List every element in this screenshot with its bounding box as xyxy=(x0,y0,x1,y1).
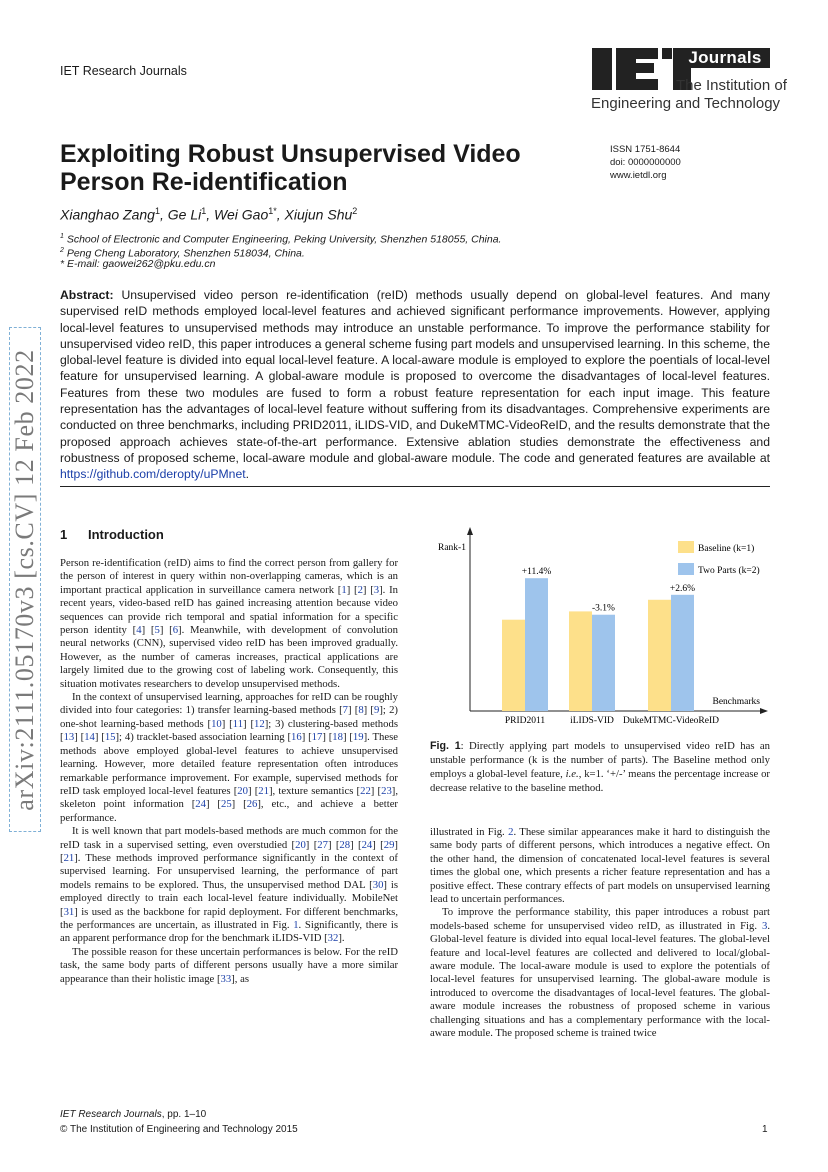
citation-link[interactable]: 27 xyxy=(317,838,328,851)
paragraph: In the context of unsupervised learning, approaches for reID can be roughly divided into four categories: 1) transfer learning-based methods [7] [8] [9]; 2) one-shot learning-based methods [10] [11] [12]; 3) clustering-based methods [13] [14] [15]; 4) tracklet-based association learning [16] [17] [18] [19]. These methods above employed global-level features to achieve unsupervised learning. However, more detailed feature representation often introduces remarkable performance improvement. For example, supervised methods for reID task employed local-level features [20] [21], texture semantics [22] [23], skeleton point information [24] [25] [26], etc., and achieve a better performance. xyxy=(60,691,399,824)
data-label: +2.6% xyxy=(669,583,696,594)
citation-link[interactable]: 2 xyxy=(508,826,514,838)
logo-journals-label: Journals xyxy=(680,48,770,68)
citation-link[interactable]: 18 xyxy=(332,731,343,744)
citation-link[interactable]: 28 xyxy=(339,838,351,851)
citation-link[interactable]: 10 xyxy=(211,717,222,730)
abstract-label: Abstract: xyxy=(60,288,114,302)
figure-label: Fig. 1 xyxy=(430,740,461,752)
paragraph: The possible reason for these uncertain performances is below. For the reID task, the same body parts of different persons usually have a more similar appearance than their holistic image [33], as xyxy=(60,945,398,985)
x-tick-label: iLIDS-VID xyxy=(570,716,614,726)
issn: ISSN 1751-8644 xyxy=(610,144,681,155)
citation-link[interactable]: 25 xyxy=(220,798,232,811)
section-number: 1 xyxy=(60,527,68,542)
citation-link[interactable]: 24 xyxy=(195,798,206,811)
figure-1-chart xyxy=(430,525,770,730)
citation-link[interactable]: 2 xyxy=(357,583,363,596)
citation-link[interactable]: 8 xyxy=(358,704,364,717)
citation-link[interactable]: 9 xyxy=(374,704,380,717)
y-axis-label: Rank-1 xyxy=(438,543,466,553)
citation-link[interactable]: 20 xyxy=(237,784,248,797)
citation-link[interactable]: 5 xyxy=(154,624,160,637)
logo-institution-line2: Engineering and Technology xyxy=(591,95,781,112)
paragraph: Person re-identification (reID) aims to find the correct person from gallery for the person of interest in query within non-overlapping cameras, which is an important practical application in surveillance camera network [1] [2] [3]. In recent years, video-based reID has gained increasing attention because video sequences can provide rich temporal and spatial information for a specific person identity [4] [5] [6]. Meanwhile, with development of convolution neural networks (CNN), supervised video reID has been improved gradually. However, as the number of cameras increases, practical applications are largely limited due to the growing cost of labeling work. Consequently, this situation motivates researchers to develop unsupervised methods. xyxy=(60,557,398,690)
citation-link[interactable]: 29 xyxy=(383,838,395,851)
journal-name: IET Research Journals xyxy=(60,64,187,78)
citation-link[interactable]: 17 xyxy=(311,731,323,744)
x-tick-label: PRID2011 xyxy=(504,716,546,726)
bar-two-parts xyxy=(671,595,694,711)
data-label: +11.4% xyxy=(521,567,552,578)
citation-link[interactable]: 22 xyxy=(360,784,371,797)
citation-link[interactable]: 16 xyxy=(291,731,302,744)
legend-swatch xyxy=(678,563,694,575)
section-title: Introduction xyxy=(88,527,164,542)
citation-link[interactable]: 19 xyxy=(352,731,364,744)
citation-link[interactable]: 11 xyxy=(232,717,244,730)
citation-link[interactable]: 1 xyxy=(341,583,347,596)
footer-journal: IET Research Journals, pp. 1–10 xyxy=(60,1109,207,1120)
abstract: Abstract: Unsupervised video person re-identification (reID) methods usually depend on global-level features. And many supervised reID methods employed local-level features and achieved significant performance improvements. However, applying local-level features to unsupervised methods may introduce an unstable performance. To improve the performance stability for unsupervised video reID, this paper introduces a general scheme fusing part models and unsupervised learning. In this scheme, the global-level feature is divided into equal local-level feature. A local-aware module is employed to explore the poentials of local-level feature for unsupervised learning. A global-aware module is proposed to overcome the disadvantages of local-level features. Features from these two modules are fused to form a robust feature representation for each input image. This feature representation has the advantages of local-level feature without suffering from its disadvantages. Comprehensive experiments are conducted on three benchmarks, including PRID2011, iLIDS-VID, and DukeMTMC-VideoReID, and the results demonstrate that the proposed approach achieves state-of-the-art performance. Extensive ablation studies demonstrate the effectiveness and robustness of proposed scheme, local-aware module and global-aware module. The code and generated features are available at https://github.com/deropty/uPMnet. xyxy=(60,288,771,482)
citation-link[interactable]: 6 xyxy=(172,624,179,637)
legend-swatch xyxy=(678,541,694,553)
paper-meta xyxy=(610,143,681,182)
logo-institution-line1: The Institution of xyxy=(676,77,787,94)
author-name: Wei Gao xyxy=(214,206,269,223)
affiliation-1: $^1$ School of Electronic and Computer Engineering, Peking University, Shenzhen 518055, China. xyxy=(60,233,502,246)
footer-copyright: © The Institution of Engineering and Technology 2015 xyxy=(60,1124,298,1135)
y-axis-arrow xyxy=(467,527,473,535)
corresponding-email: * E-mail: gaowei262@pku.edu.cn xyxy=(60,258,216,270)
title-line-1: Exploiting Robust Unsupervised Video xyxy=(60,140,521,168)
bar-baseline xyxy=(502,620,525,711)
citation-link[interactable]: 13 xyxy=(63,731,75,744)
bar-two-parts xyxy=(592,615,615,711)
citation-link[interactable]: 1 xyxy=(293,918,299,931)
bar-two-parts xyxy=(525,578,548,711)
legend-label: Two Parts (k=2) xyxy=(698,566,760,576)
paragraph: illustrated in Fig. 2. These similar appearances make it hard to distinguish the same body parts of different persons, which introduces a negative effect. On the other hand, the dimension of concatenated local-level features is several times the global one, which presents a richer feature representation and has a positive effect. These contrary effects of part models on unsupervised learning lead to uncertain performances. xyxy=(430,826,771,906)
author-name: Ge Li xyxy=(167,206,202,223)
figure-caption xyxy=(430,739,770,795)
bar-baseline xyxy=(569,611,592,711)
title-line-2: Person Re-identification xyxy=(60,168,348,196)
x-tick-label: DukeMTMC-VideoReID xyxy=(623,716,719,726)
section-heading xyxy=(60,527,164,542)
doi: doi: 0000000000 xyxy=(610,157,681,168)
citation-link[interactable]: 7 xyxy=(342,704,348,717)
citation-link[interactable]: 3 xyxy=(373,583,380,596)
data-label: -3.1% xyxy=(592,603,615,614)
citation-link[interactable]: 30 xyxy=(372,878,384,891)
citation-link[interactable]: 12 xyxy=(254,717,265,730)
legend-label: Baseline (k=1) xyxy=(698,544,755,554)
left-column xyxy=(60,557,398,986)
citation-link[interactable]: 15 xyxy=(104,731,116,744)
citation-link[interactable]: 24 xyxy=(361,838,373,851)
author-list: Xianghao Zang$^1$, Ge Li$^1$, Wei Gao$^{1*}$, Xiujun Shu$^2$ xyxy=(60,206,358,223)
right-column xyxy=(430,826,770,1041)
citation-link[interactable]: 20 xyxy=(295,838,306,851)
citation-link[interactable]: 32 xyxy=(327,932,339,945)
author-name: Xianghao Zang xyxy=(60,206,155,223)
paragraph: To improve the performance stability, this paper introduces a robust part models-based scheme for unsupervised video reID, as illustrated in Fig. 3. Global-level feature is divided into equal local-level features. The global-level feature and local-level features are collected and delivered to local/global-aware module. The local-aware module is used to explore the potentials of local-level features for unsupervised learning. The global-aware module is introduced to overcome the disadvantages of local-level features. The global-aware module increases the robustness of proposed scheme in various challenging situations and has a complementary performance with the local-aware module. The proposed scheme is trained twice xyxy=(430,906,770,1040)
paper-title xyxy=(60,140,580,196)
author-name: Xiujun Shu xyxy=(284,206,353,223)
code-link[interactable]: https://github.com/deropty/uPMnet xyxy=(60,467,246,482)
affiliation-2: $^2$ Peng Cheng Laboratory, Shenzhen 518034, China. xyxy=(60,247,305,260)
arxiv-stamp: arXiv:2111.05170v3 [cs.CV] 12 Feb 2022 xyxy=(10,349,39,811)
abstract-divider xyxy=(60,486,770,487)
paragraph: It is well known that part models-based methods are much common for the reID task in a supervised setting, even overstudied [20] [27] [28] [24] [29] [21]. These methods improved performance significantly in the context of supervised learning. For unsupervised learning, the performance of part models remains to be explored. Thus, the unsupervised method DAL [30] is employed directly to train each local-level feature individually. MobileNet [31] is used as the backbone for rapid deployment. For different benchmarks, the performances are uncertain, as illustrated in Fig. 1. Significantly, there is an apparent performance drop for the benchmark iLIDS-VID [32]. xyxy=(60,825,398,945)
x-axis-arrow xyxy=(760,708,768,714)
citation-link[interactable]: 4 xyxy=(136,624,142,637)
citation-link[interactable]: 31 xyxy=(63,905,75,918)
citation-link[interactable]: 26 xyxy=(246,798,258,811)
page-number: 1 xyxy=(762,1124,768,1135)
citation-link[interactable]: 23 xyxy=(381,784,392,797)
citation-link[interactable]: 3 xyxy=(761,919,768,932)
x-axis-label: Benchmarks xyxy=(712,697,760,707)
citation-link[interactable]: 33 xyxy=(220,972,232,985)
journal-url: www.ietdl.org xyxy=(610,170,667,181)
figure-caption-text: : Directly applying part models to unsupervised video reID has an unstable performance (k is the number of parts). The Baseline method only employs a global-level feature, i.e., k=1. ‘+/-’ means the percentage increase or decrease relative to the baseline method. xyxy=(430,740,770,794)
abstract-text: Unsupervised video person re-identification (reID) methods usually depend on global-level features. And many supervised reID methods employed local-level features and achieved significant performance improvements. However, applying local-level features to unsupervised methods may introduce an unstable performance. To improve the performance stability for unsupervised video reID, this paper introduces a general scheme fusing part models and unsupervised learning. In this scheme, the global-level feature is divided into equal local-level feature. A local-aware module is employed to explore the poentials of local-level feature for unsupervised learning. A global-aware module is proposed to overcome the disadvantages of local-level features. Features from these two modules are fused to form a robust feature representation for each input image. This feature representation has the advantages of local-level feature without suffering from its disadvantages. Comprehensive experiments are conducted on three benchmarks, including PRID2011, iLIDS-VID, and DukeMTMC-VideoReID, and the results demonstrate that the proposed approach achieves state-of-the-art performance. Extensive ablation studies demonstrate the effectiveness and robustness of proposed scheme, local-aware module and global-aware module. The code and generated features are available at xyxy=(60,288,771,465)
citation-link[interactable]: 21 xyxy=(258,784,269,797)
citation-link[interactable]: 21 xyxy=(63,851,75,864)
bar-baseline xyxy=(648,600,671,711)
citation-link[interactable]: 14 xyxy=(84,731,95,744)
